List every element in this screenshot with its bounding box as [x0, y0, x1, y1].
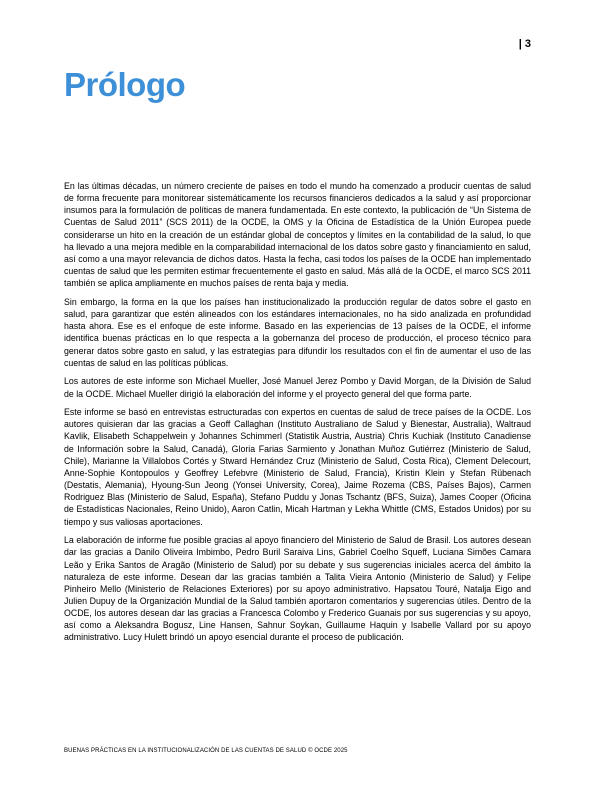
paragraph-2: Sin embargo, la forma en la que los países han institucionalizado la producción regular de datos sobre el gasto en salud, para garantizar que estén alineados con los estándares internacionales, no ha sido analizada en profundidad hasta ahora. Ese es el enfoque de este informe. Basado en las experiencias de 13 países de la OCDE, el informe identifica buenas prácticas en lo que respecta a la gobernanza del proceso de producción, el proceso técnico para generar datos sobre gasto en salud, y las estrategias para difundir los resultados con el fin de aumentar el uso de las cuentas de salud en las políticas públicas.: [64, 296, 531, 368]
page-footer: BUENAS PRÁCTICAS EN LA INSTITUCIONALIZACIÓN DE LAS CUENTAS DE SALUD © OCDE 2025: [64, 748, 348, 754]
page-title: Prólogo: [64, 66, 186, 103]
page-number: | 3: [518, 38, 531, 50]
paragraph-1: En las últimas décadas, un número creciente de países en todo el mundo ha comenzado a producir cuentas de salud de forma frecuente para monitorear sistemáticamente los recursos financieros dedicados a la salud y así proporcionar insumos para la formulación de políticas de manera fundamentada. En este contexto, la publicación de “Un Sistema de Cuentas de Salud 2011” (SCS 2011) de la OCDE, la OMS y la Oficina de Estadística de la Unión Europea puede considerarse un hito en la creación de un estándar global de conceptos y límites en la contabilidad de la salud, lo que ha llevado a una mejora medible en la comparabilidad internacional de los datos sobre gasto y financiamiento en salud, así como a una mayor relevancia de dichos datos. Hasta la fecha, casi todos los países de la OCDE han implementado cuentas de salud que les permiten estimar frecuentemente el gasto en salud. Más allá de la OCDE, el marco SCS 2011 también se aplica ampliamente en muchos países de renta baja y media.: [64, 181, 531, 289]
paragraph-5: La elaboración de informe fue posible gracias al apoyo financiero del Ministerio de Salud de Brasil. Los autores desean dar las gracias a Danilo Oliveira Imbimbo, Pedro Buril Saraiva Lins, Gabriel Coelho Squeff, Luciana Simões Camara Leão y Erika Santos de Aragão (Ministerio de Salud) por su debate y sus sugerencias iniciales acerca del ámbito la naturaleza de este informe. Desean dar las gracias también a Talita Vieira Antonio (Ministerio de Salud) y Felipe Pinheiro Mello (Ministerio de Relaciones Exteriores) por su apoyo administrativo. Hapsatou Touré, Natalja Eigo and Julien Dupuy de la Organización Mundial de la Salud también aportaron comentarios y sugerencias útiles. Dentro de la OCDE, los autores desean dar las gracias a Francesca Colombo y Frederico Guanais por sus sugerencias y su apoyo, así como a Aleksandra Bogusz, Line Hansen, Sahnur Soykan, Guillaume Haquin y Isabelle Vallard por su apoyo administrativo. Lucy Hulett brindó un apoyo esencial durante el proceso de publicación.: [64, 535, 531, 643]
paragraph-3: Los autores de este informe son Michael Mueller, José Manuel Jerez Pombo y David Morgan, de la División de Salud de la OCDE. Michael Mueller dirigió la elaboración del informe y el proyecto general del que forma parte.: [64, 376, 531, 399]
paragraph-4: Este informe se basó en entrevistas estructuradas con expertos en cuentas de salud de trece países de la OCDE. Los autores quisieran dar las gracias a Geoff Callaghan (Instituto Australiano de Salud y Bienestar, Australia), Waltraud Kavlik, Elisabeth Schappelwein y Johannes Schimmerl (Statistik Austria, Austria) Chris Kuchiak (Instituto Canadiense de Información sobre la Salud, Canadá), Gloria Farias Sarmiento y Jonathan Muñoz Gutiérrez (Ministerio de Salud, Chile), Marianne la Villalobos Cortés y Stward Hernández Cruz (Ministerio de Salud, Costa Rica), Clement Delecourt, Anne-Sophie Kontopoulos y Geoffrey Lefebvre (Ministerio de Salud, Francia), Kristin Klein y Stefan Rübenach (Destatis, Alemania), Hyoung-Sun Jeong (Yonsei University, Corea), Jaime Rozema (CBS, Países Bajos), Carmen Rodriguez Blas (Ministerio de Salud, España), Stefano Puddu y Jonas Tschantz (BFS, Suiza), James Cooper (Oficina de Estadísticas Nacionales, Reino Unido), Aaron Catlin, Micah Hartman y Lekha Whittle (CMS, Estados Unidos) por su tiempo y sus valiosas aportaciones.: [64, 407, 531, 527]
body-text: [64, 180, 531, 650]
